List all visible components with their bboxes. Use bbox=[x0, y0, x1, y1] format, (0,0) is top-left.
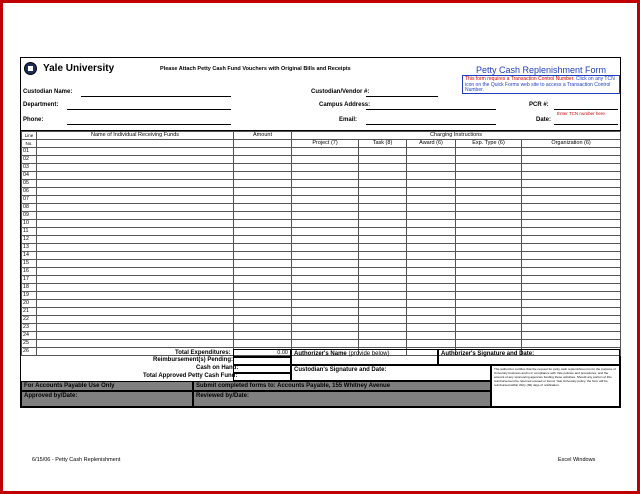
project-cell[interactable] bbox=[292, 212, 359, 220]
project-cell[interactable] bbox=[292, 268, 359, 276]
table-row bbox=[22, 164, 621, 172]
line-number: 07 bbox=[22, 196, 37, 204]
task-cell[interactable] bbox=[359, 236, 407, 244]
cash-on-hand-label: Cash on Hand: bbox=[196, 365, 239, 371]
form-title: Petty Cash Replenishment Form bbox=[476, 65, 607, 75]
exp-type-cell[interactable] bbox=[456, 164, 522, 172]
amount-cell[interactable] bbox=[234, 244, 292, 252]
task-cell[interactable] bbox=[359, 324, 407, 332]
organization-cell[interactable] bbox=[522, 268, 621, 276]
organization-cell[interactable] bbox=[522, 196, 621, 204]
amount-cell[interactable] bbox=[234, 220, 292, 228]
line-number: 11 bbox=[22, 228, 37, 236]
name-cell[interactable] bbox=[37, 284, 234, 292]
task-cell[interactable] bbox=[359, 292, 407, 300]
name-cell[interactable] bbox=[37, 236, 234, 244]
organization-cell[interactable] bbox=[522, 316, 621, 324]
no-label: No. bbox=[22, 140, 37, 148]
project-cell[interactable] bbox=[292, 188, 359, 196]
amount-cell[interactable] bbox=[234, 236, 292, 244]
amount-cell[interactable] bbox=[234, 324, 292, 332]
exp-type-cell[interactable] bbox=[456, 188, 522, 196]
email-label: Email: bbox=[339, 117, 358, 123]
table-row bbox=[22, 324, 621, 332]
task-header: Task (8) bbox=[359, 140, 407, 148]
name-cell[interactable] bbox=[37, 316, 234, 324]
award-cell[interactable] bbox=[407, 292, 456, 300]
department-label: Department: bbox=[23, 102, 59, 108]
task-cell[interactable] bbox=[359, 148, 407, 156]
charging-header: Charging Instructions bbox=[292, 132, 621, 140]
amount-cell[interactable] bbox=[234, 276, 292, 284]
organization-cell[interactable] bbox=[522, 228, 621, 236]
line-number: 14 bbox=[22, 252, 37, 260]
table-row bbox=[22, 212, 621, 220]
line-number: 01 bbox=[22, 148, 37, 156]
name-cell[interactable] bbox=[37, 332, 234, 340]
table-row bbox=[22, 172, 621, 180]
project-cell[interactable] bbox=[292, 332, 359, 340]
receiving-funds-table bbox=[21, 130, 620, 356]
amount-cell[interactable] bbox=[234, 172, 292, 180]
name-header-blank bbox=[37, 140, 234, 148]
project-cell[interactable] bbox=[292, 292, 359, 300]
name-cell[interactable] bbox=[37, 308, 234, 316]
line-number: 03 bbox=[22, 164, 37, 172]
project-cell[interactable] bbox=[292, 204, 359, 212]
task-cell[interactable] bbox=[359, 300, 407, 308]
line-number: 08 bbox=[22, 204, 37, 212]
organization-cell[interactable] bbox=[522, 260, 621, 268]
project-cell[interactable] bbox=[292, 284, 359, 292]
task-cell[interactable] bbox=[359, 316, 407, 324]
approved-by-label: Approved by/Date: bbox=[24, 393, 78, 399]
line-number: 06 bbox=[22, 188, 37, 196]
award-cell[interactable] bbox=[407, 332, 456, 340]
campus-address-field[interactable] bbox=[366, 109, 496, 110]
exp-type-cell[interactable] bbox=[456, 284, 522, 292]
table-row bbox=[22, 292, 621, 300]
project-cell[interactable] bbox=[292, 156, 359, 164]
award-cell[interactable] bbox=[407, 300, 456, 308]
authorizer-name-box[interactable] bbox=[291, 349, 438, 365]
table-row bbox=[22, 276, 621, 284]
exp-type-cell[interactable] bbox=[456, 260, 522, 268]
task-cell[interactable] bbox=[359, 212, 407, 220]
award-header: Award (6) bbox=[407, 140, 456, 148]
name-cell[interactable] bbox=[37, 220, 234, 228]
line-number: 25 bbox=[22, 340, 37, 348]
project-header: Project (7) bbox=[292, 140, 359, 148]
line-number: 23 bbox=[22, 324, 37, 332]
ap-use-label: For Accounts Payable Use Only bbox=[24, 383, 115, 389]
amount-cell[interactable] bbox=[234, 300, 292, 308]
task-cell[interactable] bbox=[359, 308, 407, 316]
exp-type-cell[interactable] bbox=[456, 204, 522, 212]
page-footer-right: Excel Windows bbox=[558, 457, 596, 463]
exp-type-cell[interactable] bbox=[456, 220, 522, 228]
task-cell[interactable] bbox=[359, 284, 407, 292]
task-cell[interactable] bbox=[359, 260, 407, 268]
table-row bbox=[22, 260, 621, 268]
exp-type-cell[interactable] bbox=[456, 308, 522, 316]
custodian-name-field[interactable] bbox=[81, 96, 231, 97]
table-row bbox=[22, 340, 621, 348]
table-row bbox=[22, 188, 621, 196]
org-name: Yale University bbox=[43, 63, 115, 74]
ap-use-bar bbox=[21, 381, 193, 391]
project-cell[interactable] bbox=[292, 180, 359, 188]
project-cell[interactable] bbox=[292, 252, 359, 260]
table-row bbox=[22, 268, 621, 276]
line-number: 17 bbox=[22, 276, 37, 284]
exp-type-header: Exp. Type (6) bbox=[456, 140, 522, 148]
amount-cell[interactable] bbox=[234, 188, 292, 196]
line-number: 10 bbox=[22, 220, 37, 228]
task-cell[interactable] bbox=[359, 220, 407, 228]
submit-bar bbox=[193, 381, 491, 391]
award-cell[interactable] bbox=[407, 284, 456, 292]
amount-cell[interactable] bbox=[234, 204, 292, 212]
award-cell[interactable] bbox=[407, 212, 456, 220]
authorizer-signature-box[interactable] bbox=[438, 349, 620, 365]
award-cell[interactable] bbox=[407, 196, 456, 204]
tcn-notice-box bbox=[462, 75, 620, 94]
exp-type-cell[interactable] bbox=[456, 180, 522, 188]
line-number: 26 bbox=[22, 348, 37, 356]
name-cell[interactable] bbox=[37, 260, 234, 268]
table-row bbox=[22, 300, 621, 308]
line-number: 21 bbox=[22, 308, 37, 316]
award-cell[interactable] bbox=[407, 164, 456, 172]
organization-cell[interactable] bbox=[522, 308, 621, 316]
exp-type-cell[interactable] bbox=[456, 148, 522, 156]
name-cell[interactable] bbox=[37, 340, 234, 348]
total-expenditures-value: 0.00 bbox=[277, 350, 288, 356]
page-footer-left: 6/15/06 - Petty Cash Replenishment bbox=[32, 457, 121, 463]
line-number: 24 bbox=[22, 332, 37, 340]
task-cell[interactable] bbox=[359, 276, 407, 284]
total-expenditures-field[interactable] bbox=[233, 349, 291, 357]
award-cell[interactable] bbox=[407, 172, 456, 180]
amount-cell[interactable] bbox=[234, 292, 292, 300]
phone-label: Phone: bbox=[23, 117, 44, 123]
petty-cash-form bbox=[20, 57, 621, 408]
email-field[interactable] bbox=[366, 124, 496, 125]
certification-box bbox=[491, 365, 620, 407]
table-row bbox=[22, 180, 621, 188]
exp-type-cell[interactable] bbox=[456, 244, 522, 252]
task-cell[interactable] bbox=[359, 340, 407, 348]
project-cell[interactable] bbox=[292, 316, 359, 324]
task-cell[interactable] bbox=[359, 228, 407, 236]
task-cell[interactable] bbox=[359, 188, 407, 196]
authorizer-name-hint: (provide below) bbox=[348, 351, 390, 357]
name-cell[interactable] bbox=[37, 204, 234, 212]
custodian-signature-box[interactable] bbox=[291, 365, 491, 381]
organization-cell[interactable] bbox=[522, 212, 621, 220]
name-cell[interactable] bbox=[37, 212, 234, 220]
name-header: Name of Individual Receiving Funds bbox=[37, 132, 234, 140]
award-cell[interactable] bbox=[407, 148, 456, 156]
exp-type-cell[interactable] bbox=[456, 252, 522, 260]
tcn-notice-blue: Click on any TCN icon on the Quick Forms web site to access a Transaction Control Number. bbox=[465, 76, 615, 94]
award-cell[interactable] bbox=[407, 316, 456, 324]
total-expenditures-label: Total Expenditures: bbox=[175, 350, 231, 356]
exp-type-cell[interactable] bbox=[456, 228, 522, 236]
organization-cell[interactable] bbox=[522, 324, 621, 332]
table-row bbox=[22, 316, 621, 324]
date-label: Date: bbox=[536, 117, 552, 123]
organization-cell[interactable] bbox=[522, 300, 621, 308]
line-number: 22 bbox=[22, 316, 37, 324]
amount-cell[interactable] bbox=[234, 212, 292, 220]
table-row bbox=[22, 284, 621, 292]
project-cell[interactable] bbox=[292, 276, 359, 284]
line-number: 02 bbox=[22, 156, 37, 164]
amount-cell[interactable] bbox=[234, 196, 292, 204]
amount-cell[interactable] bbox=[234, 164, 292, 172]
award-cell[interactable] bbox=[407, 308, 456, 316]
exp-type-cell[interactable] bbox=[456, 156, 522, 164]
table-row bbox=[22, 148, 621, 156]
name-cell[interactable] bbox=[37, 156, 234, 164]
exp-type-cell[interactable] bbox=[456, 236, 522, 244]
name-cell[interactable] bbox=[37, 292, 234, 300]
task-cell[interactable] bbox=[359, 180, 407, 188]
award-cell[interactable] bbox=[407, 244, 456, 252]
project-cell[interactable] bbox=[292, 236, 359, 244]
project-cell[interactable] bbox=[292, 244, 359, 252]
line-label: Line bbox=[22, 132, 37, 140]
table-row bbox=[22, 204, 621, 212]
organization-cell[interactable] bbox=[522, 204, 621, 212]
table-row bbox=[22, 332, 621, 340]
table-row bbox=[22, 228, 621, 236]
name-cell[interactable] bbox=[37, 324, 234, 332]
amount-cell[interactable] bbox=[234, 260, 292, 268]
exp-type-cell[interactable] bbox=[456, 316, 522, 324]
total-approved-label: Total Approved Petty Cash Fund: bbox=[143, 373, 238, 379]
reviewed-by-label: Reviewed by/Date: bbox=[196, 393, 250, 399]
exp-type-cell[interactable] bbox=[456, 340, 522, 348]
task-cell[interactable] bbox=[359, 204, 407, 212]
line-number: 12 bbox=[22, 236, 37, 244]
organization-cell[interactable] bbox=[522, 284, 621, 292]
award-cell[interactable] bbox=[407, 220, 456, 228]
task-cell[interactable] bbox=[359, 244, 407, 252]
line-number: 04 bbox=[22, 172, 37, 180]
name-cell[interactable] bbox=[37, 252, 234, 260]
award-cell[interactable] bbox=[407, 188, 456, 196]
tcn-hint: Enter TCN number here bbox=[557, 111, 605, 116]
name-cell[interactable] bbox=[37, 164, 234, 172]
task-cell[interactable] bbox=[359, 164, 407, 172]
task-cell[interactable] bbox=[359, 268, 407, 276]
table-row bbox=[22, 308, 621, 316]
award-cell[interactable] bbox=[407, 228, 456, 236]
amount-cell[interactable] bbox=[234, 180, 292, 188]
award-cell[interactable] bbox=[407, 276, 456, 284]
pcr-field[interactable] bbox=[554, 109, 618, 110]
exp-type-cell[interactable] bbox=[456, 172, 522, 180]
table-row bbox=[22, 244, 621, 252]
project-cell[interactable] bbox=[292, 260, 359, 268]
date-field[interactable] bbox=[554, 124, 618, 125]
line-number: 16 bbox=[22, 268, 37, 276]
name-cell[interactable] bbox=[37, 172, 234, 180]
name-cell[interactable] bbox=[37, 188, 234, 196]
custodian-name-label: Custodian Name: bbox=[23, 89, 73, 95]
project-cell[interactable] bbox=[292, 308, 359, 316]
task-cell[interactable] bbox=[359, 172, 407, 180]
line-number: 20 bbox=[22, 300, 37, 308]
reviewed-by-bar[interactable] bbox=[193, 391, 491, 407]
project-cell[interactable] bbox=[292, 228, 359, 236]
amount-cell[interactable] bbox=[234, 316, 292, 324]
name-cell[interactable] bbox=[37, 196, 234, 204]
table-row bbox=[22, 236, 621, 244]
organization-cell[interactable] bbox=[522, 236, 621, 244]
tcn-notice-red: This form requires a Transaction Control Number. bbox=[465, 76, 575, 82]
name-cell[interactable] bbox=[37, 268, 234, 276]
organization-cell[interactable] bbox=[522, 292, 621, 300]
amount-cell[interactable] bbox=[234, 284, 292, 292]
total-approved-field[interactable] bbox=[233, 373, 291, 381]
amount-header-blank bbox=[234, 140, 292, 148]
table-row bbox=[22, 196, 621, 204]
yale-logo-icon bbox=[24, 62, 37, 75]
custodian-vendor-label: Custodian/Vendor #: bbox=[311, 89, 370, 95]
table-row bbox=[22, 220, 621, 228]
exp-type-cell[interactable] bbox=[456, 332, 522, 340]
cash-on-hand-field[interactable] bbox=[233, 365, 291, 373]
organization-cell[interactable] bbox=[522, 156, 621, 164]
exp-type-cell[interactable] bbox=[456, 300, 522, 308]
award-cell[interactable] bbox=[407, 236, 456, 244]
project-cell[interactable] bbox=[292, 164, 359, 172]
name-cell[interactable] bbox=[37, 180, 234, 188]
organization-cell[interactable] bbox=[522, 244, 621, 252]
line-number: 09 bbox=[22, 212, 37, 220]
organization-cell[interactable] bbox=[522, 148, 621, 156]
reimbursements-pending-label: Reimbursement(s) Pending: bbox=[153, 357, 234, 363]
award-cell[interactable] bbox=[407, 340, 456, 348]
project-cell[interactable] bbox=[292, 220, 359, 228]
organization-cell[interactable] bbox=[522, 332, 621, 340]
exp-type-cell[interactable] bbox=[456, 276, 522, 284]
organization-cell[interactable] bbox=[522, 252, 621, 260]
name-cell[interactable] bbox=[37, 228, 234, 236]
project-cell[interactable] bbox=[292, 340, 359, 348]
organization-cell[interactable] bbox=[522, 276, 621, 284]
award-cell[interactable] bbox=[407, 324, 456, 332]
certification-text: The authorizer certifies that the request for petty cash replenishment is for the purpose of University business and is in compliance with Yale policies and procedures, and the amount of any sponsoring agencies funding these activities. Should any portion of this reimbursement be returned unused or found, Yale University policy, the form will be reimbursed within thirty (30) days of notification. bbox=[494, 367, 616, 387]
line-number: 15 bbox=[22, 260, 37, 268]
project-cell[interactable] bbox=[292, 172, 359, 180]
award-cell[interactable] bbox=[407, 204, 456, 212]
organization-cell[interactable] bbox=[522, 188, 621, 196]
task-cell[interactable] bbox=[359, 252, 407, 260]
name-cell[interactable] bbox=[37, 148, 234, 156]
project-cell[interactable] bbox=[292, 148, 359, 156]
award-cell[interactable] bbox=[407, 252, 456, 260]
amount-cell[interactable] bbox=[234, 228, 292, 236]
amount-cell[interactable] bbox=[234, 308, 292, 316]
exp-type-cell[interactable] bbox=[456, 324, 522, 332]
organization-cell[interactable] bbox=[522, 180, 621, 188]
approved-by-bar[interactable] bbox=[21, 391, 193, 407]
organization-header: Organization (6) bbox=[522, 140, 621, 148]
department-field[interactable] bbox=[67, 109, 231, 110]
project-cell[interactable] bbox=[292, 196, 359, 204]
organization-cell[interactable] bbox=[522, 220, 621, 228]
task-cell[interactable] bbox=[359, 156, 407, 164]
custodian-signature-label: Custodian's Signature and Date: bbox=[294, 367, 387, 373]
line-number: 19 bbox=[22, 292, 37, 300]
authorizer-name-label: Authorizer's Name bbox=[294, 351, 347, 357]
amount-cell[interactable] bbox=[234, 332, 292, 340]
exp-type-cell[interactable] bbox=[456, 292, 522, 300]
amount-cell[interactable] bbox=[234, 156, 292, 164]
project-cell[interactable] bbox=[292, 324, 359, 332]
award-cell[interactable] bbox=[407, 260, 456, 268]
submit-label: Submit completed forms to: Accounts Payable, 155 Whitney Avenue bbox=[196, 383, 391, 389]
amount-cell[interactable] bbox=[234, 252, 292, 260]
line-number: 18 bbox=[22, 284, 37, 292]
amount-cell[interactable] bbox=[234, 268, 292, 276]
campus-address-label: Campus Address: bbox=[319, 102, 371, 108]
organization-cell[interactable] bbox=[522, 172, 621, 180]
instruction-text: Please Attach Petty Cash Fund Vouchers with Original Bills and Receipts bbox=[160, 66, 351, 72]
task-cell[interactable] bbox=[359, 196, 407, 204]
authorizer-signature-label: Authorizer's Signature and Date: bbox=[441, 351, 535, 357]
line-number: 13 bbox=[22, 244, 37, 252]
award-cell[interactable] bbox=[407, 180, 456, 188]
exp-type-cell[interactable] bbox=[456, 212, 522, 220]
pcr-label: PCR #: bbox=[529, 102, 549, 108]
amount-header: Amount bbox=[234, 132, 292, 140]
line-number: 05 bbox=[22, 180, 37, 188]
task-cell[interactable] bbox=[359, 332, 407, 340]
custodian-vendor-field[interactable] bbox=[366, 96, 438, 97]
name-cell[interactable] bbox=[37, 276, 234, 284]
exp-type-cell[interactable] bbox=[456, 268, 522, 276]
project-cell[interactable] bbox=[292, 300, 359, 308]
table-row bbox=[22, 252, 621, 260]
amount-cell[interactable] bbox=[234, 340, 292, 348]
amount-cell[interactable] bbox=[234, 148, 292, 156]
name-cell[interactable] bbox=[37, 300, 234, 308]
organization-cell[interactable] bbox=[522, 340, 621, 348]
name-cell[interactable] bbox=[37, 244, 234, 252]
table-row bbox=[22, 156, 621, 164]
award-cell[interactable] bbox=[407, 156, 456, 164]
reimbursements-pending-field[interactable] bbox=[233, 357, 291, 365]
award-cell[interactable] bbox=[407, 268, 456, 276]
phone-field[interactable] bbox=[67, 124, 231, 125]
organization-cell[interactable] bbox=[522, 164, 621, 172]
exp-type-cell[interactable] bbox=[456, 196, 522, 204]
